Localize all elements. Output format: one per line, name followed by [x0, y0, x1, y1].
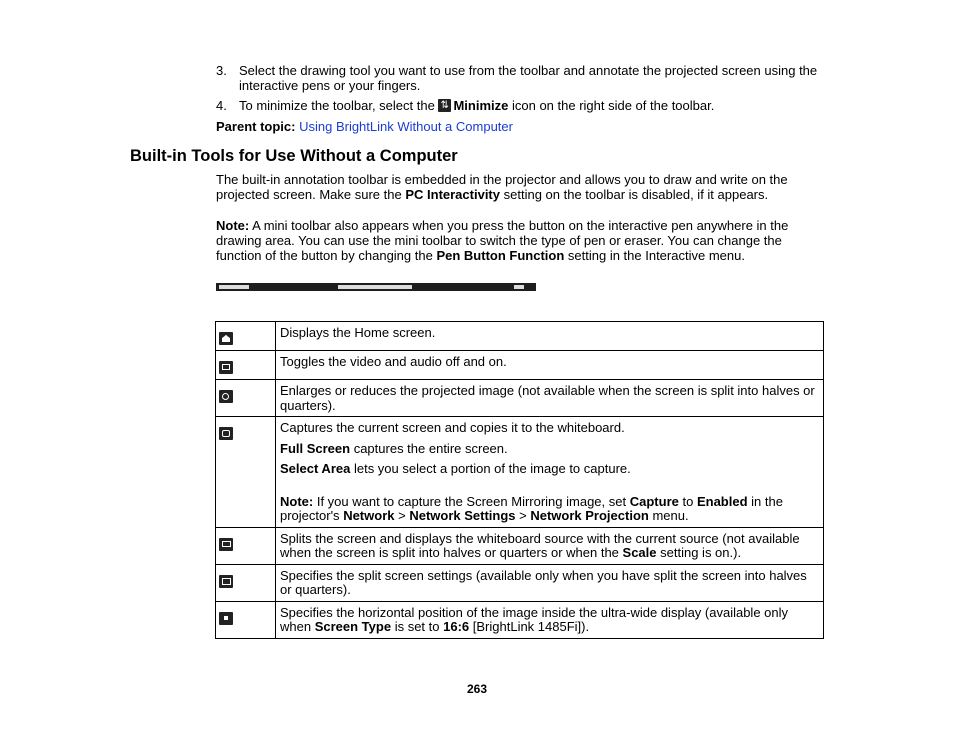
minimize-icon	[438, 99, 451, 112]
full-screen-line	[280, 442, 819, 457]
capture-camera-icon	[219, 427, 233, 440]
full-screen-text: captures the entire screen.	[353, 440, 508, 456]
split-whiteboard-icon	[219, 538, 233, 551]
table-row	[216, 351, 824, 380]
parent-topic	[216, 119, 513, 134]
split-post: setting is on.).	[660, 545, 742, 560]
page-number: 263	[466, 682, 488, 696]
note-pre: A mini toolbar also appears when you press the button on the interactive pen anywhere in the drawing area. You can use the mini toolbar to switch the type of pen or eraser. You can change the function of the button by changing the	[216, 218, 789, 263]
capture-note-network-settings: Network Settings	[409, 508, 516, 523]
table-row	[216, 601, 824, 638]
capture-note-menu: menu.	[652, 508, 689, 523]
step-text-post: icon on the right side of the toolbar.	[511, 98, 715, 113]
table-row	[216, 564, 824, 601]
horizontal-position-icon	[219, 612, 233, 625]
tools-table	[215, 321, 824, 639]
capture-note-gt: >	[519, 508, 527, 523]
row-description: Displays the Home screen.	[276, 322, 824, 351]
intro-pre: The built-in annotation toolbar is embedded in the projector and allows you to draw and write on the projected screen. Make sure the	[216, 172, 788, 202]
note-paragraph	[216, 218, 806, 263]
split-settings-icon	[219, 575, 233, 588]
capture-text: Captures the current screen and copies it to the whiteboard.	[280, 420, 625, 435]
table-row	[216, 417, 824, 528]
table-row	[216, 380, 824, 417]
parent-topic-link[interactable]: Using BrightLink Without a Computer	[299, 119, 513, 134]
hpos-bold1: Screen Type	[314, 619, 392, 634]
note-bold: Pen Button Function	[436, 248, 565, 263]
toolbar-left-icons	[219, 285, 249, 289]
capture-note-gt: >	[398, 508, 406, 523]
intro-paragraph	[216, 172, 816, 202]
intro-post: setting on the toolbar is disabled, if it appears.	[503, 187, 769, 202]
note-post: setting in the Interactive menu.	[567, 248, 745, 263]
capture-note-network-projection: Network Projection	[530, 508, 649, 523]
capture-note-in: in the projector's	[280, 493, 783, 523]
capture-note-to: to	[682, 493, 694, 509]
hpos-pre: Specifies the horizontal position of the image inside the ultra-wide display (available only when	[280, 604, 789, 634]
toolbar-center-tools	[338, 285, 412, 289]
step-text: Select the drawing tool you want to use from the toolbar and annotate the projected screen using the interactive pens or your fingers.	[239, 63, 818, 93]
parent-topic-label: Parent topic:	[216, 119, 296, 134]
select-area-text: lets you select a portion of the image to capture.	[353, 461, 631, 476]
zoom-icon	[219, 390, 233, 403]
hpos-bold2: 16:6	[443, 619, 470, 634]
row-description: Specifies the split screen settings (available only when you have split the screen into halves or quarters).	[276, 564, 824, 601]
full-screen-label: Full Screen	[280, 440, 351, 456]
split-pre: Splits the screen and displays the whiteboard source with the current source (not available when the screen is split into halves or quarters or when the	[280, 530, 800, 560]
capture-note-enabled: Enabled	[696, 493, 748, 509]
select-area-label: Select Area	[280, 461, 351, 476]
capture-note-capture: Capture	[629, 493, 679, 509]
capture-note-pre: If you want to capture the Screen Mirroring image, set	[316, 493, 627, 509]
annotation-toolbar-image	[216, 283, 536, 291]
capture-note	[280, 495, 819, 524]
row-description: Enlarges or reduces the projected image (not available when the screen is split into halves or quarters).	[276, 380, 824, 417]
step-text-pre: To minimize the toolbar, select the	[239, 98, 435, 113]
home-icon	[219, 332, 233, 345]
row-description	[276, 527, 824, 564]
step-number: 3.	[216, 63, 227, 78]
minimize-label: Minimize	[453, 98, 509, 113]
table-row	[216, 322, 824, 351]
intro-bold: PC Interactivity	[405, 187, 500, 202]
note-label: Note:	[216, 218, 250, 233]
hpos-post: [BrightLink 1485Fi]).	[472, 619, 590, 634]
split-bold: Scale	[622, 545, 657, 560]
table-row	[216, 527, 824, 564]
section-title: Built-in Tools for Use Without a Computer	[130, 147, 458, 165]
hpos-mid: is set to	[394, 619, 440, 634]
row-description: Toggles the video and audio off and on.	[276, 351, 824, 380]
row-description	[276, 417, 824, 528]
capture-note-label: Note:	[280, 493, 314, 509]
capture-note-network: Network	[343, 508, 395, 523]
step-text	[239, 98, 829, 113]
av-mute-icon	[219, 361, 233, 374]
step-number: 4.	[216, 98, 227, 113]
toolbar-right-icon	[514, 285, 524, 289]
select-area-line	[280, 462, 819, 477]
row-description	[276, 601, 824, 638]
